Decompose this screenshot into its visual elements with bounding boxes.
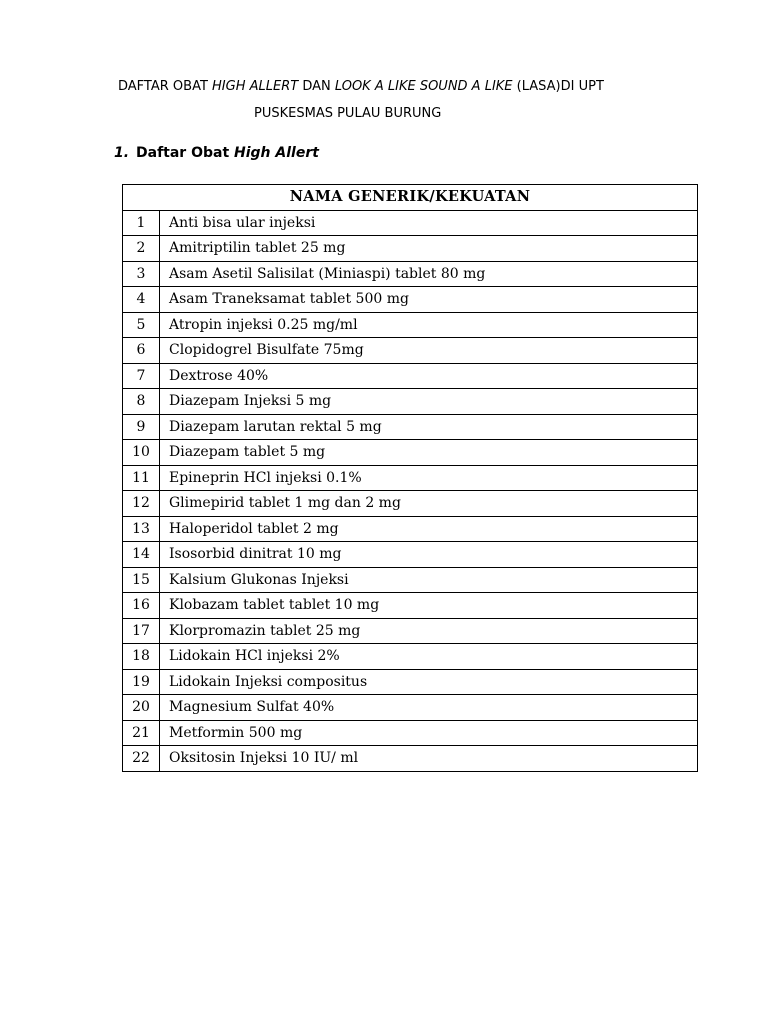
table-row <box>123 440 698 466</box>
document-title-line-2: PUSKESMAS PULAU BURUNG <box>254 106 442 121</box>
drug-name: Diazepam tablet 5 mg <box>160 440 698 466</box>
table-row <box>123 618 698 644</box>
row-number: 13 <box>123 516 160 542</box>
drug-name: Diazepam Injeksi 5 mg <box>160 389 698 415</box>
drug-name: Lidokain Injeksi compositus <box>160 669 698 695</box>
table-row <box>123 261 698 287</box>
table-row <box>123 363 698 389</box>
row-number: 8 <box>123 389 160 415</box>
high-alert-drug-table <box>122 184 698 772</box>
drug-name: Atropin injeksi 0.25 mg/ml <box>160 312 698 338</box>
table-row <box>123 414 698 440</box>
section-label-italic: High Allert <box>234 145 319 161</box>
table-row <box>123 312 698 338</box>
drug-name: Metformin 500 mg <box>160 720 698 746</box>
section-heading <box>114 145 319 161</box>
section-number: 1. <box>114 145 130 161</box>
drug-name: Glimepirid tablet 1 mg dan 2 mg <box>160 491 698 517</box>
row-number: 6 <box>123 338 160 364</box>
row-number: 12 <box>123 491 160 517</box>
row-number: 19 <box>123 669 160 695</box>
row-number: 7 <box>123 363 160 389</box>
table-row <box>123 338 698 364</box>
table-row <box>123 389 698 415</box>
row-number: 1 <box>123 210 160 236</box>
drug-name: Magnesium Sulfat 40% <box>160 695 698 721</box>
drug-name: Epineprin HCl injeksi 0.1% <box>160 465 698 491</box>
table-row <box>123 287 698 313</box>
table-row <box>123 567 698 593</box>
table-row <box>123 669 698 695</box>
table-row <box>123 465 698 491</box>
table-body <box>123 210 698 771</box>
section-label: Daftar Obat <box>136 145 235 161</box>
row-number: 16 <box>123 593 160 619</box>
table-header-row <box>123 185 698 211</box>
drug-name: Oksitosin Injeksi 10 IU/ ml <box>160 746 698 772</box>
row-number: 10 <box>123 440 160 466</box>
drug-name: Asam Traneksamat tablet 500 mg <box>160 287 698 313</box>
title-segment: DAFTAR OBAT <box>118 79 213 94</box>
row-number: 14 <box>123 542 160 568</box>
row-number: 18 <box>123 644 160 670</box>
title-segment: DAN <box>298 79 335 94</box>
table-row <box>123 746 698 772</box>
drug-name: Klobazam tablet tablet 10 mg <box>160 593 698 619</box>
row-number: 15 <box>123 567 160 593</box>
drug-name: Lidokain HCl injeksi 2% <box>160 644 698 670</box>
drug-name: Kalsium Glukonas Injeksi <box>160 567 698 593</box>
table-row <box>123 516 698 542</box>
drug-name: Dextrose 40% <box>160 363 698 389</box>
table-row <box>123 236 698 262</box>
row-number: 17 <box>123 618 160 644</box>
row-number: 11 <box>123 465 160 491</box>
drug-name: Isosorbid dinitrat 10 mg <box>160 542 698 568</box>
table-header: NAMA GENERIK/KEKUATAN <box>123 185 698 211</box>
table-row <box>123 542 698 568</box>
row-number: 3 <box>123 261 160 287</box>
row-number: 9 <box>123 414 160 440</box>
table-row <box>123 644 698 670</box>
row-number: 22 <box>123 746 160 772</box>
table-row <box>123 210 698 236</box>
row-number: 20 <box>123 695 160 721</box>
table-row <box>123 720 698 746</box>
table-row <box>123 491 698 517</box>
table-row <box>123 593 698 619</box>
drug-name: Anti bisa ular injeksi <box>160 210 698 236</box>
document-title-line-1 <box>118 79 604 94</box>
title-segment: HIGH ALLERT <box>212 79 299 94</box>
table-row <box>123 695 698 721</box>
row-number: 2 <box>123 236 160 262</box>
title-segment: (LASA)DI UPT <box>512 79 604 94</box>
drug-name: Klorpromazin tablet 25 mg <box>160 618 698 644</box>
drug-name: Clopidogrel Bisulfate 75mg <box>160 338 698 364</box>
row-number: 21 <box>123 720 160 746</box>
drug-name: Diazepam larutan rektal 5 mg <box>160 414 698 440</box>
row-number: 4 <box>123 287 160 313</box>
drug-name: Asam Asetil Salisilat (Miniaspi) tablet 80 mg <box>160 261 698 287</box>
drug-name: Amitriptilin tablet 25 mg <box>160 236 698 262</box>
title-segment: LOOK A LIKE SOUND A LIKE <box>334 79 513 94</box>
row-number: 5 <box>123 312 160 338</box>
drug-name: Haloperidol tablet 2 mg <box>160 516 698 542</box>
